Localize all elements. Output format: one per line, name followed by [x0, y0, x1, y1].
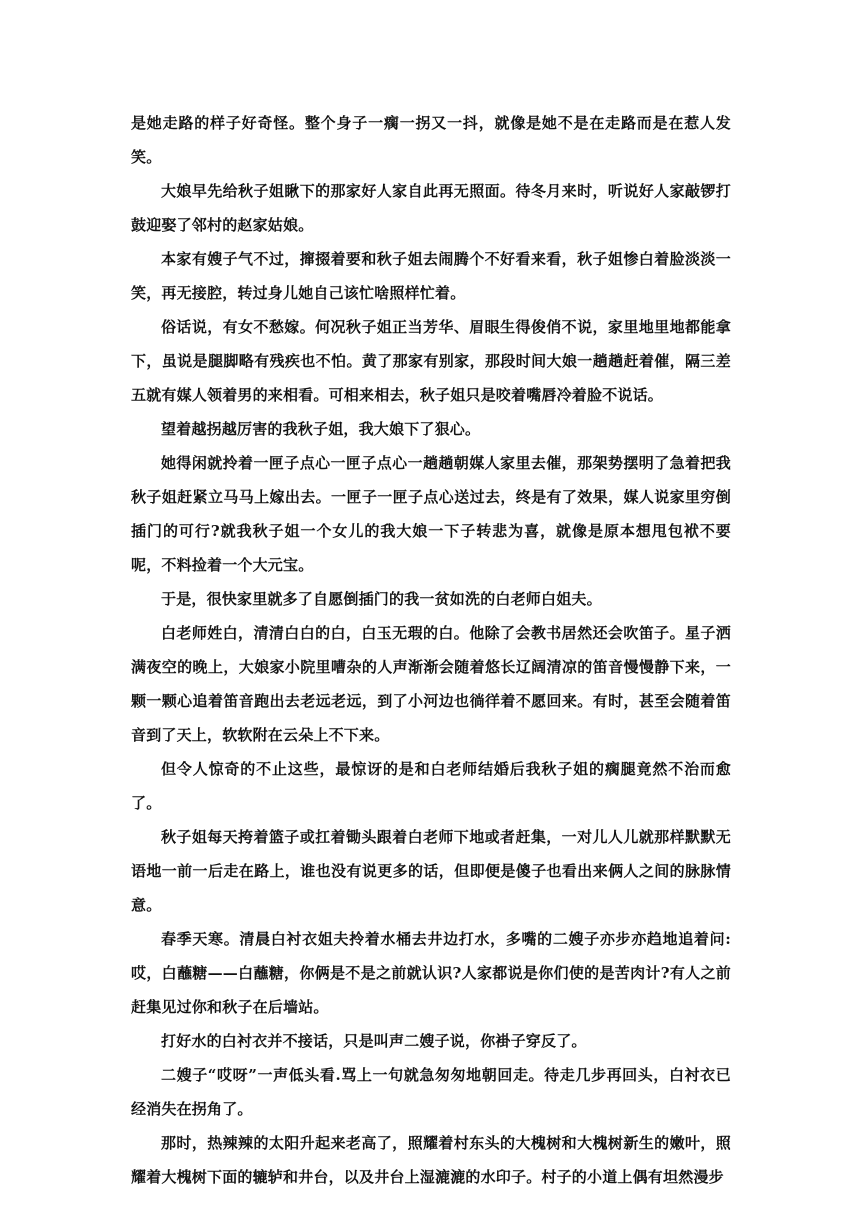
- document-page: [131, 106, 731, 1194]
- paragraph: 那时，热辣辣的太阳升起来老高了，照耀着村东头的大槐树和大槐树新生的嫩叶，照耀着大槐树下面的辘轳和井台，以及井台上湿漉漉的水印子。村子的小道上偶有坦然漫步: [131, 1134, 731, 1186]
- paragraph: 打好水的白衬衣并不接话，只是叫声二嫂子说，你褂子穿反了。: [161, 1032, 587, 1050]
- paragraph: 二嫂子“哎呀”一声低头看.骂上一句就急匆匆地朝回走。待走几步再回头，白衬衣已经消失在拐角了。: [131, 1066, 731, 1118]
- paragraph: 是她走路的样子好奇怪。整个身子一瘸一拐又一抖，就像是她不是在走路而是在惹人发笑。: [131, 114, 731, 166]
- paragraph: 她得闲就拎着一匣子点心一匣子点心一趟趟朝媒人家里去催，那架势摆明了急着把我秋子姐赶紧立马马上嫁出去。一匣子一匣子点心送过去，终是有了效果，媒人说家里穷倒插门的可行?就我秋子姐一个女儿的我大娘一下子转悲为喜，就像是原本想甩包袱不要呢，不料捡着一个大元宝。: [131, 454, 731, 574]
- paragraph: 春季天寒。清晨白衬衣姐夫拎着水桶去井边打水，多嘴的二嫂子亦步亦趋地追着问:哎，白蘸糖——白蘸糖，你俩是不是之前就认识?人家都说是你们使的是苦肉计?有人之前赶集见过你和秋子在后墙站。: [131, 930, 731, 1016]
- paragraph: 俗话说，有女不愁嫁。何况秋子姐正当芳华、眉眼生得俊俏不说，家里地里地都能拿下，虽说是腿脚略有残疾也不怕。黄了那家有别家，那段时间大娘一趟趟赶着催，隔三差五就有媒人领着男的来相看。可相来相去，秋子姐只是咬着嘴唇冷着脸不说话。: [131, 318, 731, 404]
- paragraph: 白老师姓白，清清白白的白，白玉无瑕的白。他除了会教书居然还会吹笛子。星子洒满夜空的晚上，大娘家小院里嘈杂的人声渐渐会随着悠长辽阔清凉的笛音慢慢静下来，一颗一颗心追着笛音跑出去老远老远，到了小河边也徜徉着不愿回来。有时，甚至会随着笛音到了天上，软软附在云朵上不下来。: [131, 624, 731, 744]
- paragraph: 但令人惊奇的不止这些，最惊讶的是和白老师结婚后我秋子姐的瘸腿竟然不治而愈了。: [131, 760, 731, 812]
- paragraph: 秋子姐每天挎着篮子或扛着锄头跟着白老师下地或者赶集，一对儿人儿就那样默默无语地一前一后走在路上，谁也没有说更多的话，但即便是傻子也看出来俩人之间的脉脉情意。: [131, 828, 731, 914]
- paragraph: 大娘早先给秋子姐瞅下的那家好人家自此再无照面。待冬月来时，听说好人家敲锣打鼓迎娶了邻村的赵家姑娘。: [131, 182, 731, 234]
- paragraph: 望着越拐越厉害的我秋子姐，我大娘下了狠心。: [161, 420, 481, 438]
- paragraph: 于是，很快家里就多了自愿倒插门的我一贫如洗的白老师白姐夫。: [161, 590, 602, 608]
- paragraph: 本家有嫂子气不过，撺掇着要和秋子姐去闹腾个不好看来看，秋子姐惨白着脸淡淡一笑，再无接腔，转过身儿她自己该忙啥照样忙着。: [131, 250, 731, 302]
